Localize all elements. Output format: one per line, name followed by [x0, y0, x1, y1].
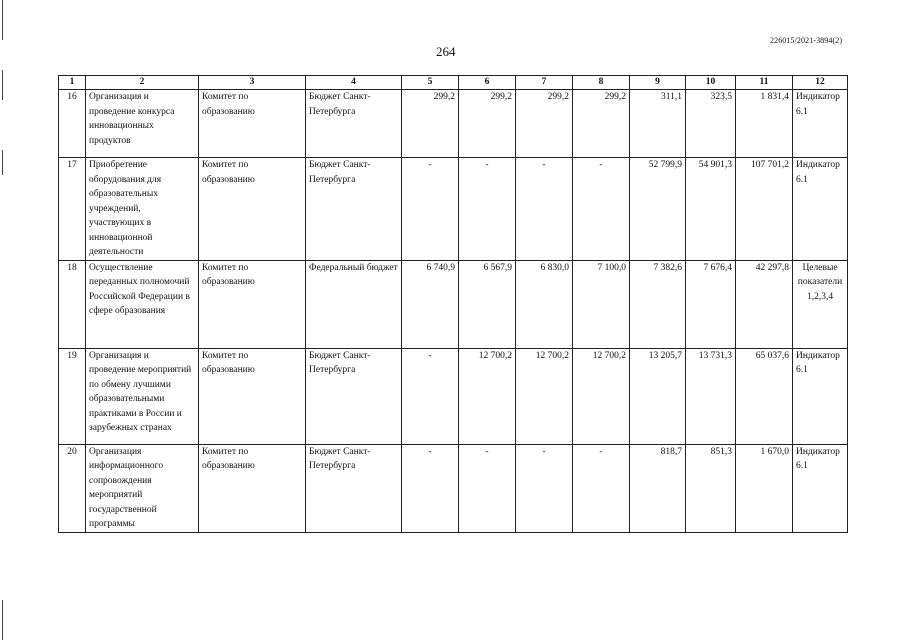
executor: Комитет по образованию — [199, 158, 306, 261]
indicator: Индикатор 6.1 — [793, 158, 848, 261]
value-cell: - — [459, 158, 516, 261]
activity-name: Организация и проведение конкурса инновационных продуктов — [86, 90, 199, 158]
value-cell: - — [402, 444, 459, 532]
total-cell: 42 297,8 — [736, 260, 793, 348]
value-cell: 299,2 — [402, 90, 459, 158]
column-header: 4 — [306, 76, 402, 90]
funding-source: Бюджет Санкт-Петербурга — [306, 444, 402, 532]
row-number: 19 — [59, 348, 86, 444]
indicator: Целевые показатели 1,2,3,4 — [793, 260, 848, 348]
table-row — [59, 348, 848, 444]
value-cell: - — [459, 444, 516, 532]
column-header: 2 — [86, 76, 199, 90]
value-cell: - — [516, 158, 573, 261]
scan-edge-mark — [2, 150, 3, 175]
value-cell: - — [402, 158, 459, 261]
value-cell: 851,3 — [686, 444, 736, 532]
value-cell: 299,2 — [573, 90, 630, 158]
scan-edge-mark — [2, 70, 3, 100]
activity-name: Осуществление переданных полномочий Российской Федерации в сфере образования — [86, 260, 199, 348]
funding-source: Бюджет Санкт-Петербурга — [306, 158, 402, 261]
value-cell: 6 740,9 — [402, 260, 459, 348]
table-row — [59, 90, 848, 158]
row-number: 17 — [59, 158, 86, 261]
value-cell: 12 700,2 — [516, 348, 573, 444]
total-cell: 107 701,2 — [736, 158, 793, 261]
table-row — [59, 260, 848, 348]
header-row — [59, 76, 848, 90]
activity-name: Приобретение оборудования для образовательных учреждений, участвующих в инновационной деятельности — [86, 158, 199, 261]
executor: Комитет по образованию — [199, 444, 306, 532]
table-row — [59, 158, 848, 261]
value-cell: 7 100,0 — [573, 260, 630, 348]
funding-source: Бюджет Санкт-Петербурга — [306, 90, 402, 158]
value-cell: 299,2 — [516, 90, 573, 158]
value-cell: - — [573, 444, 630, 532]
column-header: 10 — [686, 76, 736, 90]
value-cell: - — [573, 158, 630, 261]
value-cell: 12 700,2 — [573, 348, 630, 444]
indicator: Индикатор 6.1 — [793, 444, 848, 532]
row-number: 16 — [59, 90, 86, 158]
executor: Комитет по образованию — [199, 260, 306, 348]
column-header: 6 — [459, 76, 516, 90]
document-code: 226015/2021-3894(2) — [770, 36, 843, 45]
value-cell: 54 901,3 — [686, 158, 736, 261]
value-cell: 52 799,9 — [630, 158, 686, 261]
column-header: 11 — [736, 76, 793, 90]
row-number: 18 — [59, 260, 86, 348]
scan-edge-mark — [2, 0, 3, 40]
column-header: 8 — [573, 76, 630, 90]
value-cell: 311,1 — [630, 90, 686, 158]
total-cell: 1 831,4 — [736, 90, 793, 158]
value-cell: 323,5 — [686, 90, 736, 158]
funding-source: Федеральный бюджет — [306, 260, 402, 348]
activity-name: Организация информационного сопровождения мероприятий государственной программы — [86, 444, 199, 532]
column-header: 9 — [630, 76, 686, 90]
value-cell: 6 830,0 — [516, 260, 573, 348]
funding-source: Бюджет Санкт-Петербурга — [306, 348, 402, 444]
row-number: 20 — [59, 444, 86, 532]
activity-name: Организация и проведение мероприятий по обмену лучшими образовательными практиками в России и зарубежных странах — [86, 348, 199, 444]
value-cell: - — [516, 444, 573, 532]
value-cell: - — [402, 348, 459, 444]
indicator: Индикатор 6.1 — [793, 90, 848, 158]
value-cell: 6 567,9 — [459, 260, 516, 348]
column-header: 12 — [793, 76, 848, 90]
value-cell: 12 700,2 — [459, 348, 516, 444]
scan-edge-mark — [2, 600, 3, 640]
program-table — [58, 75, 848, 533]
indicator: Индикатор 6.1 — [793, 348, 848, 444]
value-cell: 818,7 — [630, 444, 686, 532]
value-cell: 7 676,4 — [686, 260, 736, 348]
column-header: 3 — [199, 76, 306, 90]
value-cell: 13 205,7 — [630, 348, 686, 444]
executor: Комитет по образованию — [199, 348, 306, 444]
value-cell: 299,2 — [459, 90, 516, 158]
column-header: 7 — [516, 76, 573, 90]
total-cell: 65 037,6 — [736, 348, 793, 444]
executor: Комитет по образованию — [199, 90, 306, 158]
table-row — [59, 444, 848, 532]
page-number: 264 — [436, 44, 456, 59]
value-cell: 13 731,3 — [686, 348, 736, 444]
total-cell: 1 670,0 — [736, 444, 793, 532]
column-header: 1 — [59, 76, 86, 90]
column-header: 5 — [402, 76, 459, 90]
value-cell: 7 382,6 — [630, 260, 686, 348]
